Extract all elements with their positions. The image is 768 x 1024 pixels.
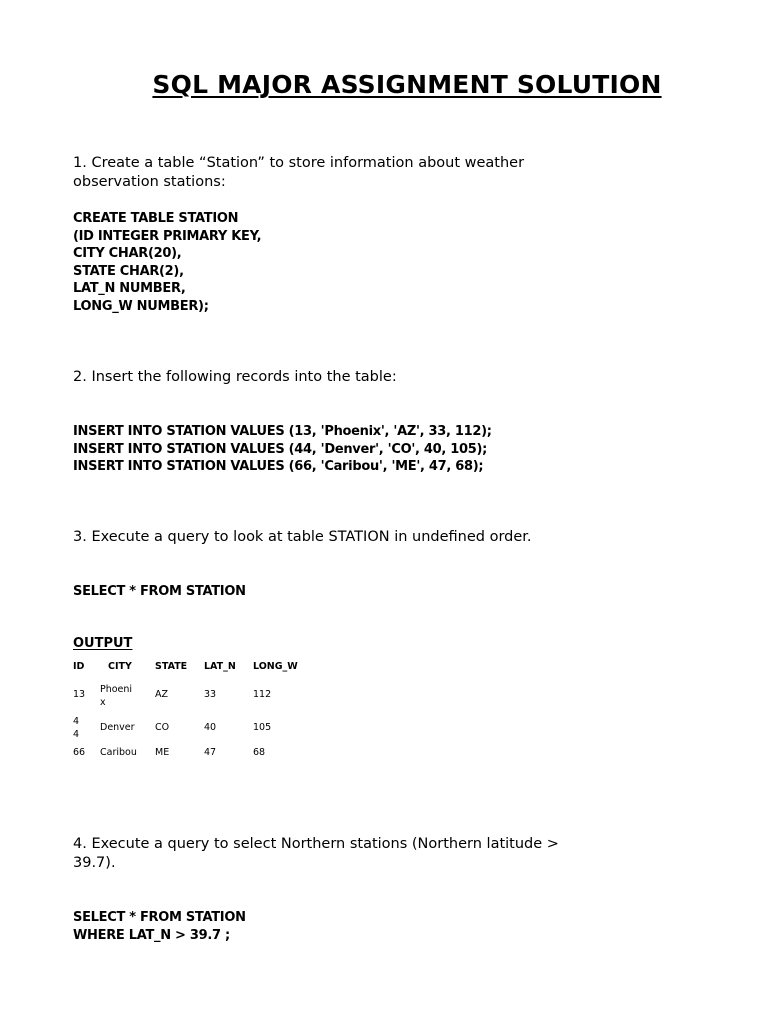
table-cell-lat: 40 xyxy=(204,722,217,733)
table-cell-long: 105 xyxy=(253,722,272,733)
code-line: WHERE LAT_N > 39.7 ; xyxy=(73,927,230,943)
question-4-text: 4. Execute a query to select Northern stations (Northern latitude > 39.7). xyxy=(73,836,559,871)
table-cell-id-wrap: 4 xyxy=(73,729,80,740)
question-4-code xyxy=(73,909,673,944)
table-cell-id: 4 xyxy=(73,716,80,727)
code-line: STATE CHAR(2), xyxy=(73,263,184,279)
code-line: LONG_W NUMBER); xyxy=(73,298,209,314)
table-header-lat: LAT_N xyxy=(204,661,236,672)
output-label: OUTPUT xyxy=(73,636,133,651)
table-cell-state: ME xyxy=(155,747,170,758)
code-line: LAT_N NUMBER, xyxy=(73,281,186,297)
page-title: SQL MAJOR ASSIGNMENT SOLUTION xyxy=(152,70,662,99)
table-cell-city: Caribou xyxy=(100,747,137,758)
code-line: SELECT * FROM STATION xyxy=(73,910,246,925)
code-line: INSERT INTO STATION VALUES (66, 'Caribou', 'ME', 47, 68); xyxy=(73,459,484,475)
table-header-long: LONG_W xyxy=(253,661,298,672)
code-line: CREATE TABLE STATION xyxy=(73,211,239,226)
code-line: INSERT INTO STATION VALUES (13, 'Phoenix', 'AZ', 33, 112); xyxy=(73,424,492,439)
table-cell-state: AZ xyxy=(155,689,169,700)
question-3-text: 3. Execute a query to look at table STATION in undefined order. xyxy=(73,529,532,545)
question-3-code xyxy=(73,583,673,601)
table-header-state: STATE xyxy=(155,661,188,672)
table-cell-id: 66 xyxy=(73,747,86,758)
table-cell-city-wrap: x xyxy=(100,697,106,708)
table-cell-long: 112 xyxy=(253,689,272,700)
question-2-text: 2. Insert the following records into the table: xyxy=(73,369,397,385)
code-line: SELECT * FROM STATION xyxy=(73,584,246,599)
table-cell-city: Denver xyxy=(100,722,135,733)
table-cell-city: Phoeni xyxy=(100,684,133,695)
question-2-code xyxy=(73,423,673,476)
question-1-code xyxy=(73,210,673,316)
table-cell-long: 68 xyxy=(253,747,266,758)
table-cell-lat: 47 xyxy=(204,747,217,758)
code-line: CITY CHAR(20), xyxy=(73,246,182,262)
code-line: INSERT INTO STATION VALUES (44, 'Denver', 'CO', 40, 105); xyxy=(73,441,487,457)
question-1-text: 1. Create a table “Station” to store information about weather observation stations: xyxy=(73,155,525,190)
table-header-city: CITY xyxy=(108,661,132,672)
table-cell-id: 13 xyxy=(73,689,86,700)
table-header-id: ID xyxy=(73,661,85,672)
table-cell-lat: 33 xyxy=(204,689,217,700)
code-line: (ID INTEGER PRIMARY KEY, xyxy=(73,228,262,244)
table-cell-state: CO xyxy=(155,722,170,733)
